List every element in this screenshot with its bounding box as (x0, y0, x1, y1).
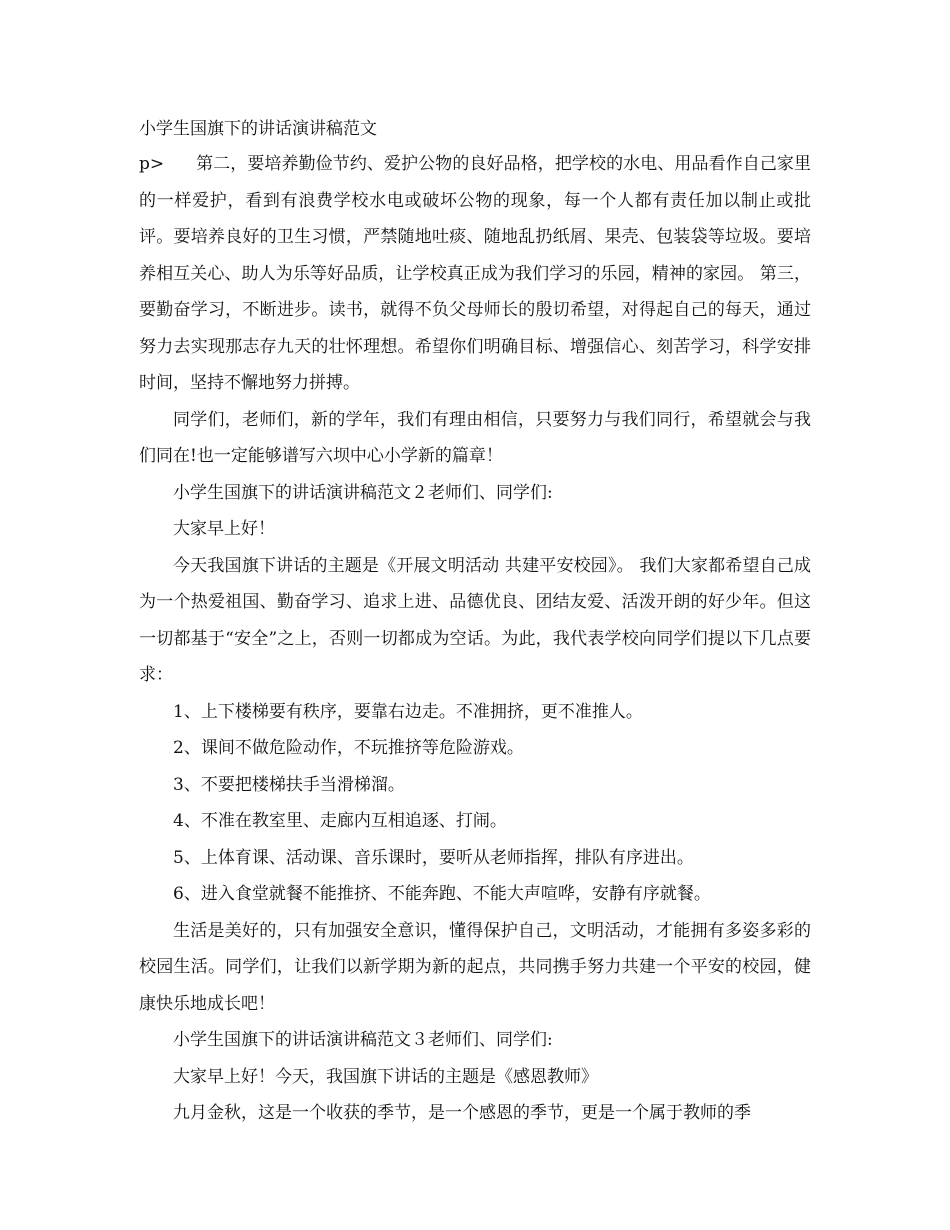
section-heading: 小学生国旗下的讲话演讲稿范文３老师们、同学们: (173, 1030, 553, 1050)
document-body (139, 146, 811, 1132)
section-heading: 小学生国旗下的讲话演讲稿范文２老师们、同学们: (173, 482, 553, 503)
paragraph: 同学们，老师们，新的学年，我们有理由相信，只要努力与我们同行，希望就会与我们同在!也一定能够谱写六坝中心小学新的篇章！ (139, 409, 811, 466)
list-item: 1、上下楼梯要有秩序，要靠右边走。不准拥挤，更不准推人。 (173, 701, 643, 722)
paragraph-prefix: p> (139, 154, 165, 174)
paragraph (139, 146, 811, 402)
list-item: 3、不要把楼梯扶手当滑梯溜。 (173, 774, 405, 795)
list-item: 4、不准在教室里、走廊内互相追逐、打闹。 (173, 811, 507, 831)
paragraph: 生活是美好的，只有加强安全意识，懂得保护自己，文明活动，才能拥有多姿多彩的校园生活。同学们，让我们以新学期为新的起点，共同携手努力共建一个平安的校园，健康快乐地成长吧！ (139, 920, 811, 1014)
list-item: 5、上体育课、活动课、音乐课时，要听从老师指挥，排队有序进出。 (173, 847, 694, 868)
list-item: 6、进入食堂就餐不能推挤、不能奔跑、不能大声喧哗，安静有序就餐。 (173, 884, 711, 904)
list-item: 2、课间不做危险动作，不玩推挤等危险游戏。 (173, 738, 524, 758)
paragraph: 九月金秋，这是一个收获的季节，是一个感恩的季节，更是一个属于教师的季 (173, 1103, 751, 1123)
greeting: 大家早上好！今天，我国旗下讲话的主题是《感恩教师》 (173, 1066, 598, 1087)
paragraph-text: 第二，要培养勤俭节约、爱护公物的良好品格，把学校的水电、用品看作自己家里的一样爱护，看到有浪费学校水电或破坏公物的现象，每一个人都有责任加以制止或批评。要培养良好的卫生习惯，严禁随地吐痰、随地乱扔纸屑、果壳、包装袋等垃圾。要培养相互关心、助人为乐等好品质，让学校真正成为我们学习的乐园，精神的家园。 第三，要勤奋学习，不断进步。读书，就得不负父母师长的殷切希望，对得起自己的每天，通过努力去实现那志存九天的壮怀理想。希望你们明确目标、增强信心、刻苦学习，科学安排时间，坚持不懈地努力拼搏。 (139, 154, 811, 393)
greeting: 大家早上好！ (173, 519, 275, 539)
document-title: 小学生国旗下的讲话演讲稿范文 (139, 119, 377, 139)
paragraph: 今天我国旗下讲话的主题是《开展文明活动 共建平安校园》。 我们大家都希望自己成为一个热爱祖国、勤奋学习、追求上进、品德优良、团结友爱、活泼开朗的好少年。但这一切都基于“安全”之上，否则一切都成为空话。为此，我代表学校向同学们提以下几点要求： (139, 555, 811, 685)
